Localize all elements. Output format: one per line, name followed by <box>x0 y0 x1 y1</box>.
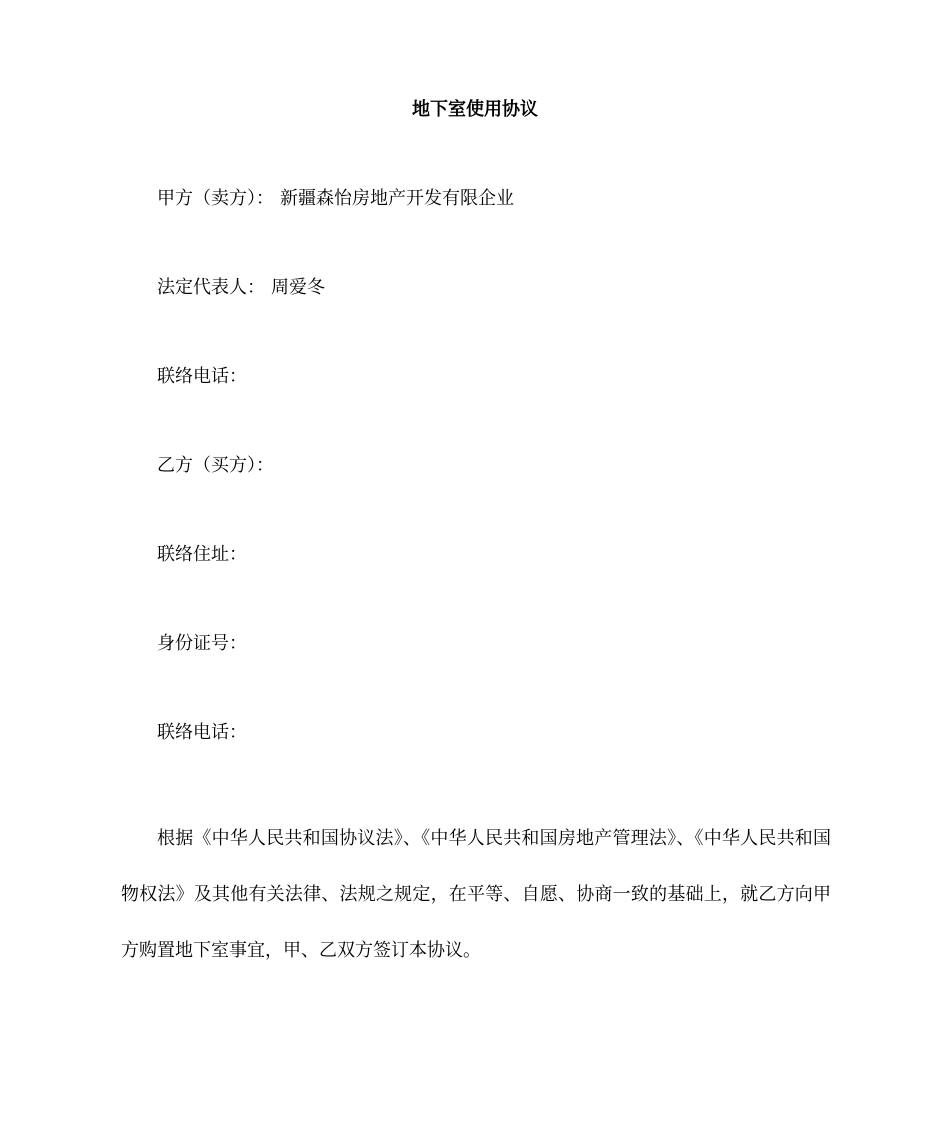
party-b-id-label: 身份证号： <box>157 633 247 654</box>
party-b-id-line <box>157 632 247 656</box>
legal-rep-line <box>157 276 325 300</box>
legal-rep-label: 法定代表人： <box>157 277 265 298</box>
party-b-phone-label: 联络电话： <box>157 722 247 743</box>
party-b-line <box>157 454 274 478</box>
party-a-phone-line <box>157 365 247 389</box>
party-a-phone-label: 联络电话： <box>157 366 247 387</box>
party-b-address-line <box>157 543 247 567</box>
party-b-label: 乙方（买方）： <box>157 455 274 476</box>
party-a-value: 新疆森怡房地产开发有限企业 <box>280 188 514 209</box>
party-b-phone-line <box>157 721 247 745</box>
party-b-address-label: 联络住址： <box>157 544 247 565</box>
document-title: 地下室使用协议 <box>412 99 538 120</box>
intro-paragraph: 根据《中华人民共和国协议法》、《中华人民共和国房地产管理法》、《中华人民共和国物权法》及其他有关法律、法规之规定，在平等、自愿、协商一致的基础上，就乙方向甲方购置地下室事宜，甲、乙双方签订本协议。 <box>121 828 831 961</box>
legal-rep-value: 周爱冬 <box>271 277 325 298</box>
party-a-label: 甲方（卖方）： <box>157 188 274 209</box>
party-a-line <box>157 187 514 211</box>
